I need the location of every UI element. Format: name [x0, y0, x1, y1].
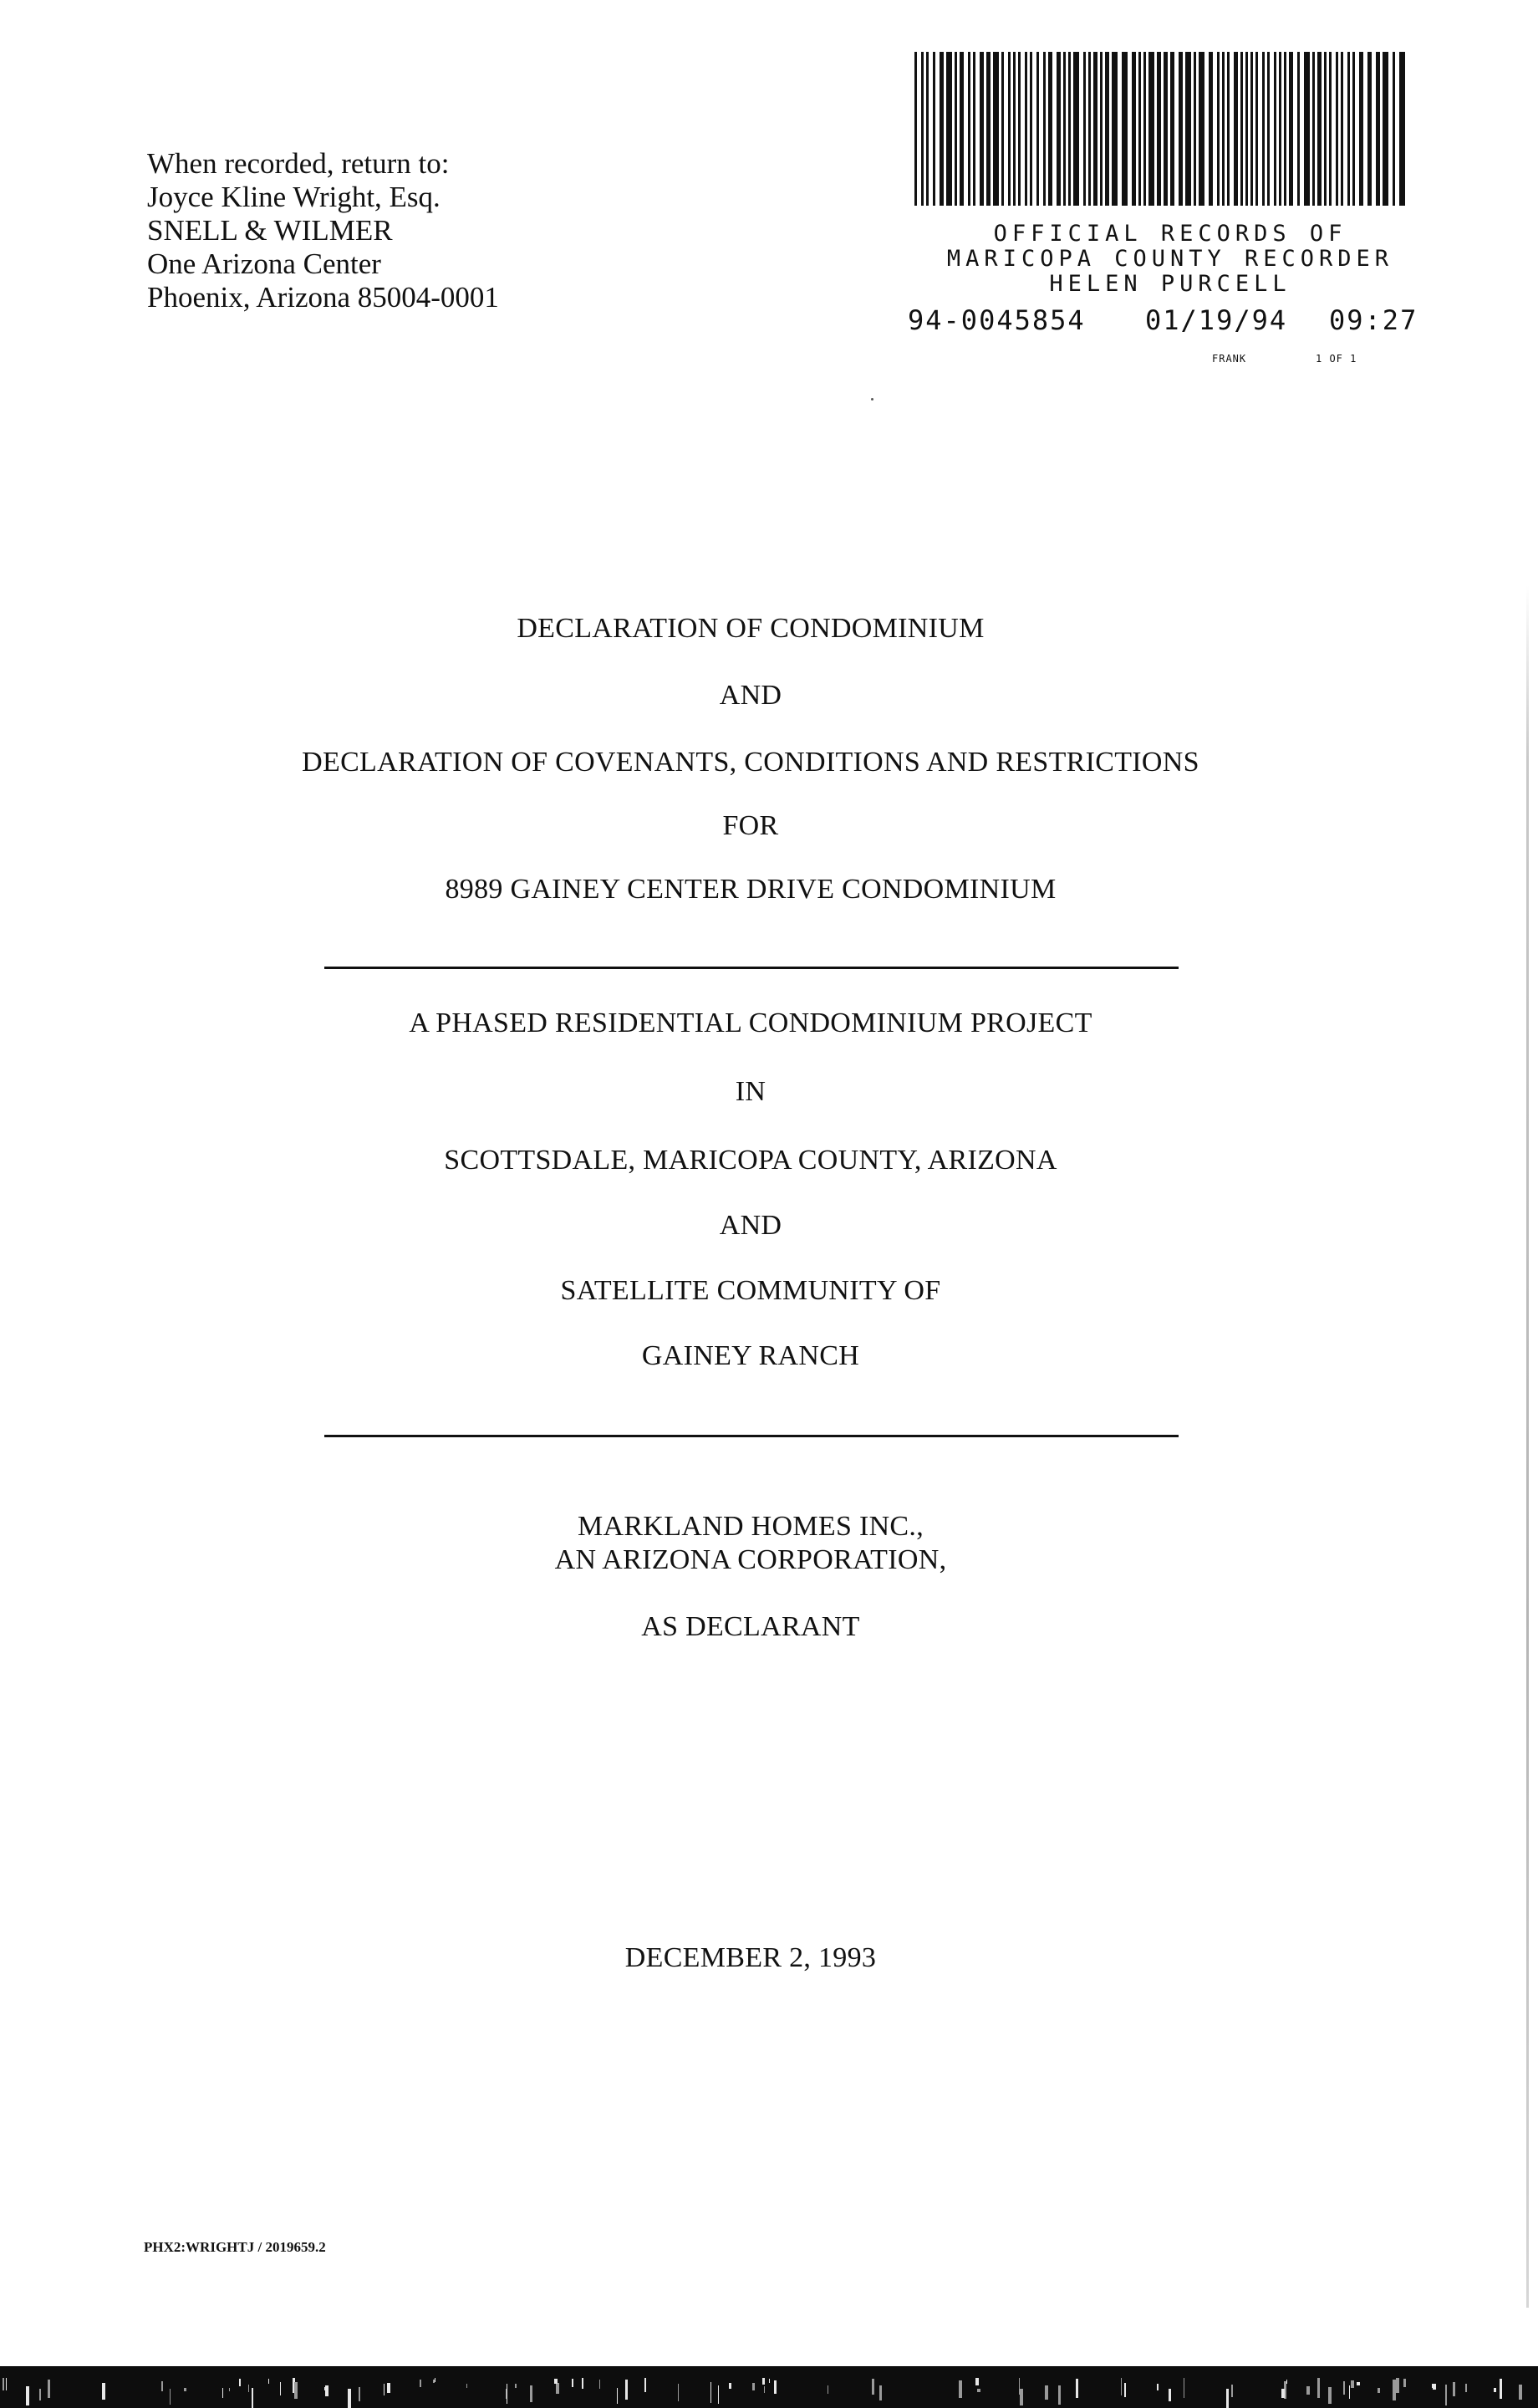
scan-speck-mark: [1465, 2384, 1467, 2392]
scan-speck-mark: [325, 2385, 328, 2396]
barcode-bar: [1048, 52, 1052, 206]
return-label: When recorded, return to:: [147, 147, 450, 180]
scan-speck-mark: [762, 2378, 765, 2385]
barcode-bar: [1352, 52, 1355, 206]
scan-speck-mark: [678, 2384, 679, 2401]
barcode-bar: [973, 52, 975, 206]
barcode-bar: [1359, 52, 1363, 206]
scan-speck-mark: [599, 2380, 600, 2389]
barcode-bar: [1367, 52, 1372, 206]
barcode-bar: [1376, 52, 1380, 206]
scan-speck-mark: [752, 2383, 755, 2390]
scan-speck-mark: [26, 2386, 29, 2405]
scan-speck-mark: [729, 2383, 731, 2389]
barcode-bar: [1312, 52, 1315, 206]
title-condominium-name: 8989 GAINEY CENTER DRIVE CONDOMINIUM: [445, 874, 1057, 905]
scan-speck-mark: [1349, 2385, 1350, 2399]
scan-speck-mark: [239, 2379, 241, 2386]
scan-speck-mark: [554, 2379, 558, 2384]
barcode-bar: [1347, 52, 1350, 206]
barcode-bar: [1185, 52, 1191, 206]
scan-speck-mark: [582, 2378, 583, 2389]
scan-speck-mark: [625, 2380, 628, 2400]
scan-speck-mark: [506, 2389, 507, 2399]
barcode-bar: [1222, 52, 1225, 206]
barcode-bar: [1240, 52, 1243, 206]
barcode-bar: [1336, 52, 1338, 206]
barcode-bar: [1073, 52, 1079, 206]
stamp-small-label: FRANK: [1212, 353, 1247, 365]
title-for: FOR: [722, 810, 779, 841]
divider-rule-bottom: [324, 1435, 1179, 1437]
barcode-bar: [960, 52, 964, 206]
barcode-bar: [946, 52, 952, 206]
barcode-bar: [933, 52, 935, 206]
scan-speck-mark: [420, 2380, 421, 2387]
project-gainey-ranch: GAINEY RANCH: [641, 1340, 860, 1371]
barcode-bar: [1100, 52, 1103, 206]
return-address-city: Phoenix, Arizona 85004-0001: [147, 281, 499, 314]
scan-speck-mark: [48, 2380, 50, 2398]
scan-speck-mark: [348, 2389, 351, 2408]
stamp-record-date: 01/19/94: [1145, 304, 1288, 336]
scan-speck-mark: [222, 2388, 223, 2398]
scan-speck-mark: [1169, 2389, 1171, 2401]
project-location: SCOTTSDALE, MARICOPA COUNTY, ARIZONA: [444, 1145, 1057, 1176]
project-description: A PHASED RESIDENTIAL CONDOMINIUM PROJECT: [409, 1008, 1092, 1038]
barcode-bar: [1393, 52, 1395, 206]
scan-edge-shadow: [1526, 585, 1529, 2308]
barcode-bar: [1227, 52, 1230, 206]
scan-speck-mark: [617, 2388, 618, 2404]
barcode-bar: [1001, 52, 1004, 206]
scan-speck-mark: [556, 2383, 559, 2394]
barcode-bar: [1112, 52, 1118, 206]
barcode-bar: [1088, 52, 1091, 206]
scan-speck-mark: [1306, 2386, 1310, 2395]
scan-speck-mark: [387, 2383, 390, 2393]
barcode-bar: [1132, 52, 1136, 206]
scan-speck-mark: [1019, 2378, 1020, 2395]
scan-speck-mark: [977, 2389, 980, 2392]
scan-speck-mark: [1286, 2380, 1287, 2384]
barcode-bar: [1170, 52, 1174, 206]
scan-speck-mark: [466, 2384, 467, 2388]
scan-speck-mark: [769, 2379, 770, 2383]
barcode-bar: [986, 52, 991, 206]
title-declaration-of-condominium: DECLARATION OF CONDOMINIUM: [517, 613, 985, 644]
barcode-bar: [955, 52, 957, 206]
scan-speck-mark: [102, 2383, 105, 2400]
scan-speck-mark: [184, 2388, 186, 2391]
barcode-bar: [1008, 52, 1011, 206]
scan-speck-mark: [764, 2386, 765, 2393]
barcode-bar: [993, 52, 999, 206]
barcode-bar: [1093, 52, 1097, 206]
barcode-bar: [1255, 52, 1258, 206]
barcode-bar: [1025, 52, 1027, 206]
scan-bottom-strip: [0, 2366, 1538, 2408]
barcode-bar: [1013, 52, 1016, 206]
scan-speck-mark: [3, 2378, 4, 2390]
divider-rule-top: [324, 967, 1179, 969]
barcode-bar: [926, 52, 929, 206]
scan-speck-mark: [1433, 2384, 1436, 2390]
scan-speck-mark: [1343, 2381, 1345, 2395]
declarant-name: MARKLAND HOMES INC.,: [577, 1511, 924, 1542]
barcode-bar: [1018, 52, 1021, 206]
barcode-bar: [1157, 52, 1161, 206]
scan-speck-mark: [572, 2379, 573, 2387]
barcode-bar: [1036, 52, 1039, 206]
barcode-bar: [1234, 52, 1238, 206]
barcode-bar: [1317, 52, 1322, 206]
stamp-recorder-name: HELEN PURCELL: [1049, 271, 1291, 297]
scan-speck-mark: [718, 2385, 719, 2404]
stamp-record-time: 09:27: [1329, 304, 1418, 336]
scan-speck-mark: [879, 2385, 882, 2400]
barcode-bar: [980, 52, 984, 206]
barcode-bar: [1262, 52, 1265, 206]
scan-speck-mark: [268, 2379, 269, 2384]
barcode-bar: [1138, 52, 1141, 206]
project-in: IN: [735, 1076, 766, 1107]
scan-speck: [871, 398, 873, 400]
project-satellite-community: SATELLITE COMMUNITY OF: [560, 1275, 941, 1306]
barcode-bar: [1250, 52, 1253, 206]
barcode-bar: [940, 52, 944, 206]
scan-speck-mark: [1226, 2389, 1229, 2408]
scan-speck-mark: [872, 2379, 874, 2395]
scan-speck-mark: [975, 2378, 979, 2385]
scan-speck-mark: [1403, 2379, 1406, 2387]
stamp-page-count: 1 OF 1: [1316, 353, 1357, 365]
scan-speck-mark: [515, 2384, 517, 2388]
project-and: AND: [719, 1210, 782, 1241]
barcode-bar: [1122, 52, 1128, 206]
footer-document-id: PHX2:WRIGHTJ / 2019659.2: [144, 2239, 326, 2255]
barcode-bar: [968, 52, 970, 206]
scan-speck-mark: [1121, 2378, 1122, 2395]
barcode-bar: [1274, 52, 1276, 206]
barcode-bar: [1329, 52, 1332, 206]
barcode-bar: [1217, 52, 1220, 206]
scan-speck-mark: [644, 2378, 646, 2392]
barcode-bar: [1143, 52, 1146, 206]
scan-speck-mark: [1393, 2380, 1396, 2400]
scan-speck-mark: [1351, 2380, 1354, 2388]
document-date: DECEMBER 2, 1993: [624, 1942, 877, 1973]
scan-speck-mark: [1157, 2384, 1159, 2390]
scan-speck-mark: [1378, 2388, 1380, 2393]
scan-speck-mark: [248, 2385, 249, 2392]
barcode-bar: [1209, 52, 1213, 206]
barcode-bar: [921, 52, 924, 206]
declarant-role: AS DECLARANT: [641, 1611, 860, 1642]
barcode-icon: [911, 47, 1413, 211]
barcode-bar: [1068, 52, 1071, 206]
barcode-bar: [1324, 52, 1327, 206]
scan-speck-mark: [39, 2389, 41, 2400]
barcode-bar: [1063, 52, 1066, 206]
barcode-bar: [1083, 52, 1086, 206]
barcode-bar: [1179, 52, 1183, 206]
stamp-record-number: 94-0045854: [908, 304, 1086, 336]
title-declaration-of-covenants: DECLARATION OF COVENANTS, CONDITIONS AND RESTRICTIONS: [302, 747, 1199, 778]
barcode-bar: [1284, 52, 1286, 206]
scan-speck-mark: [161, 2381, 163, 2391]
barcode-bar: [1030, 52, 1032, 206]
stamp-county-recorder: MARICOPA COUNTY RECORDER: [946, 246, 1394, 272]
scan-speck-mark: [433, 2380, 435, 2383]
stamp-official-records: OFFICIAL RECORDS OF: [993, 221, 1347, 247]
barcode-bar: [1199, 52, 1204, 206]
barcode-bar: [1105, 52, 1109, 206]
scan-speck-mark: [1020, 2389, 1023, 2405]
barcode-bar: [1341, 52, 1343, 206]
scan-speck-mark: [1045, 2385, 1048, 2400]
scan-speck-mark: [1076, 2379, 1078, 2398]
scan-speck-mark: [1058, 2385, 1061, 2405]
scan-speck-mark: [1494, 2388, 1496, 2392]
scan-speck-mark: [959, 2380, 962, 2398]
scan-speck-mark: [170, 2389, 171, 2405]
return-address-block: [147, 147, 499, 314]
scan-speck-mark: [229, 2388, 230, 2391]
scan-speck-mark: [1317, 2378, 1320, 2398]
barcode-bar: [1399, 52, 1405, 206]
barcode-bar: [1148, 52, 1154, 206]
scan-speck-mark: [1124, 2383, 1126, 2397]
barcode-bar: [1057, 52, 1061, 206]
barcode-bar: [1164, 52, 1168, 206]
scan-speck-mark: [1328, 2387, 1332, 2404]
scan-speck-mark: [1500, 2379, 1502, 2399]
scan-speck-mark: [1357, 2382, 1360, 2385]
return-attorney-name: Joyce Kline Wright, Esq.: [147, 181, 441, 213]
scan-speck-mark: [710, 2382, 711, 2403]
barcode-bar: [1289, 52, 1293, 206]
barcode-bar: [1279, 52, 1281, 206]
barcode-bar: [1194, 52, 1196, 206]
scan-speck-mark: [1231, 2385, 1233, 2397]
scan-speck-mark: [1396, 2378, 1399, 2393]
return-firm-name: SNELL & WILMER: [147, 214, 393, 247]
barcode-bar: [1297, 52, 1300, 206]
title-and-1: AND: [719, 680, 782, 711]
return-address-street: One Arizona Center: [147, 247, 381, 280]
scan-speck-mark: [1281, 2389, 1285, 2398]
scan-speck-mark: [774, 2380, 777, 2394]
barcode-bar: [1245, 52, 1248, 206]
barcode-bar: [1267, 52, 1270, 206]
scan-speck-mark: [294, 2382, 298, 2399]
barcode-bar: [1383, 52, 1388, 206]
scan-speck-mark: [1432, 2384, 1433, 2388]
scan-speck-mark: [280, 2382, 281, 2395]
scan-speck-mark: [359, 2387, 360, 2401]
barcode-bar: [914, 52, 917, 206]
barcode-bar: [1304, 52, 1310, 206]
scan-speck-mark: [252, 2388, 253, 2408]
scan-speck-mark: [1453, 2382, 1455, 2396]
declarant-corporation: AN ARIZONA CORPORATION,: [554, 1544, 947, 1575]
scan-speck-mark: [1519, 2385, 1522, 2400]
barcode-bar: [1043, 52, 1046, 206]
scan-speck-mark: [6, 2378, 7, 2390]
scan-speck-mark: [530, 2385, 532, 2402]
scan-speck-mark: [1445, 2385, 1447, 2405]
